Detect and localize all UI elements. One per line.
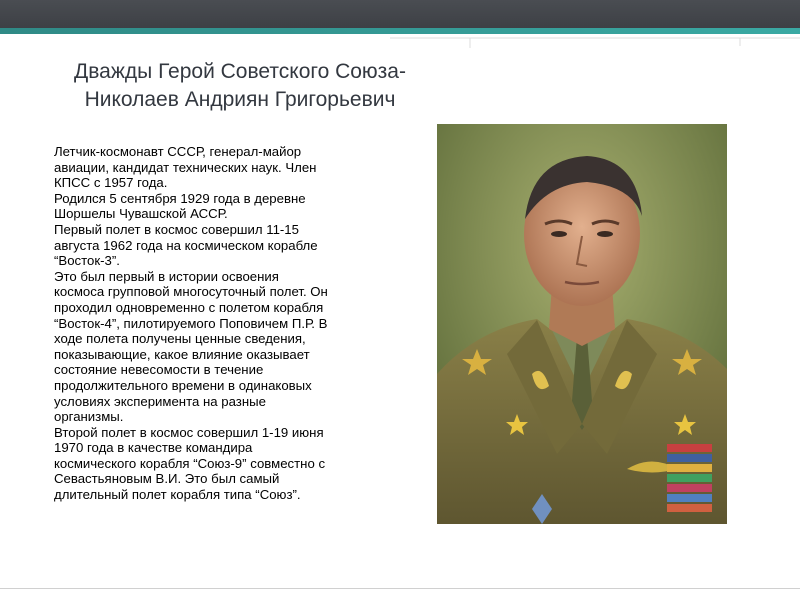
footer-divider	[0, 588, 800, 589]
title-line-1: Дважды Герой Советского Союза-	[74, 60, 406, 83]
biography-text: Летчик-космонавт СССР, генерал-майор авиации, кандидат технических наук. Член КПСС с 1957 года. Родился 5 сентября 1929 года в деревне Шоршелы Чувашской АССР. Первый полет в космос совершил 11-15 августа 1962 года на космическом корабле “Восток-3”. Это был первый в истории освоения космоса групповой многосуточный полет. Он проходил одновременно с полетом корабля “Восток-4”, пилотируемого Поповичем П.Р. В ходе полета получены ценные сведения, показывающие, какое влияние оказывает состояние невесомости в течение продолжительного времени в одинаковых условиях эксперимента на разные организмы. Второй полет в космос совершил 1-19 июня 1970 года в качестве командира космического корабля “Союз-9” совместно с Севастьяновым В.И. Это был самый длительный полет корабля типа “Союз”.	[54, 144, 328, 503]
title-line-2: Николаев Андриян Григорьевич	[84, 88, 396, 111]
portrait-photo	[437, 124, 727, 524]
header-bar	[0, 0, 800, 28]
slide-title	[40, 58, 440, 114]
